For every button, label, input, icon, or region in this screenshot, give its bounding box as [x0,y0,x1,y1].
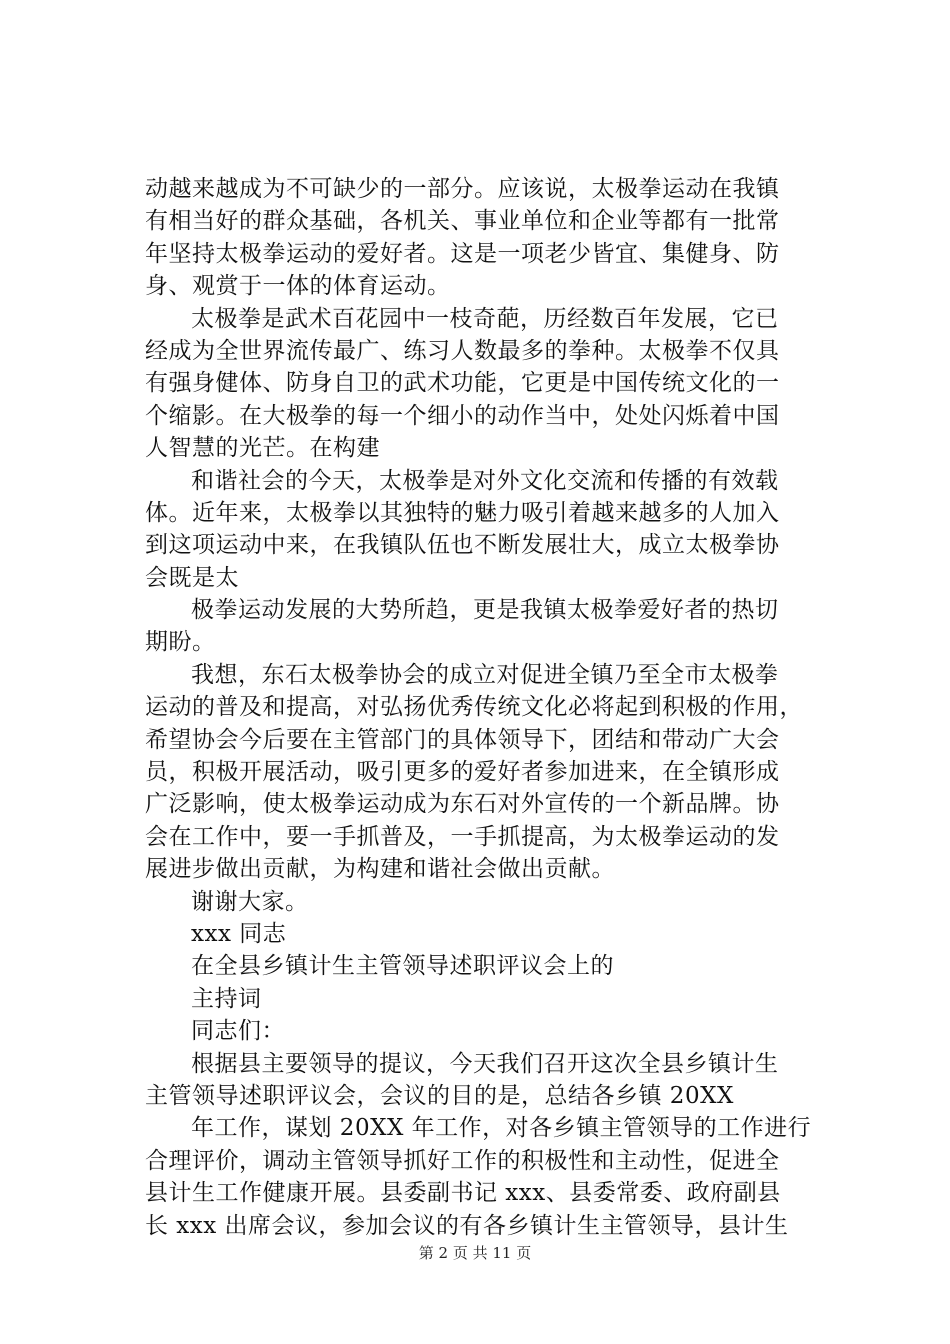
text-line: 动越来越成为不可缺少的一部分。应该说，太极拳运动在我镇 [145,176,780,202]
text-line: 县计生工作健康开展。县委副书记 xxx、县委常委、政府副县 [145,1180,781,1207]
text-line: 合理评价，调动主管领导抓好工作的积极性和主动性，促进全 [145,1147,780,1174]
text-line: 有相当好的群众基础，各机关、事业单位和企业等都有一批常 [145,208,780,235]
text-line: 会在工作中，要一手抓普及，一手抓提高，为太极拳运动的发 [145,823,780,850]
document-body [145,173,835,1242]
text-line: 经成为全世界流传最广、练习人数最多的拳种。太极拳不仅具 [145,337,780,364]
text-line: 主管领导述职评议会，会议的目的是，总结各乡镇 20XX [145,1082,734,1109]
text-line: 我想，东石太极拳协会的成立对促进全镇乃至全市太极拳 [191,661,779,688]
text-line: 长 xxx 出席会议，参加会议的有各乡镇计生主管领导，县计生 [145,1212,789,1239]
text-line: 根据县主要领导的提议，今天我们召开这次全县乡镇计生 [191,1050,779,1077]
text-line: 和谐社会的今天，太极拳是对外文化交流和传播的有效载 [191,467,779,494]
text-line: 会既是太 [145,564,239,591]
text-line: 体。近年来，太极拳以其独特的魅力吸引着越来越多的人加入 [145,499,780,526]
text-line: 年坚持太极拳运动的爱好者。这是一项老少皆宜、集健身、防 [145,240,780,267]
text-line: 期盼。 [145,629,216,656]
page-footer: 第 2 页 共 11 页 [418,1244,532,1262]
text-line: 人智慧的光芒。在构建 [145,435,380,462]
text-line: 太极拳是武术百花园中一枝奇葩，历经数百年发展，它已 [191,305,779,332]
text-line: 同志们： [191,1018,285,1045]
text-line: 有强身健体、防身自卫的武术功能，它更是中国传统文化的一 [145,370,780,397]
text-line: 身、观赏于一体的体育运动。 [145,273,451,300]
text-line: 主持词 [191,985,262,1012]
text-line: 运动的普及和提高，对弘扬优秀传统文化必将起到积极的作用， [145,694,803,721]
text-line: 年工作，谋划 20XX 年工作，对各乡镇主管领导的工作进行 [191,1115,812,1142]
text-line: 在全县乡镇计生主管领导述职评议会上的 [191,953,614,980]
text-line: 到这项运动中来，在我镇队伍也不断发展壮大，成立太极拳协 [145,532,780,559]
text-line: 个缩影。在大极拳的每一个细小的动作当中，处处闪烁着中国 [145,402,780,429]
text-line: 广泛影响，使太极拳运动成为东石对外宣传的一个新品牌。协 [145,791,780,818]
text-line: 极拳运动发展的大势所趋，更是我镇太极拳爱好者的热切 [191,597,779,624]
text-line: xxx 同志 [191,920,287,947]
text-line: 员，积极开展活动，吸引更多的爱好者参加进来，在全镇形成 [145,759,780,786]
text-line: 展进步做出贡献，为构建和谐社会做出贡献。 [145,856,615,883]
text-line: 希望协会今后要在主管部门的具体领导下，团结和带动广大会 [145,726,780,753]
text-line: 谢谢大家。 [191,888,309,915]
